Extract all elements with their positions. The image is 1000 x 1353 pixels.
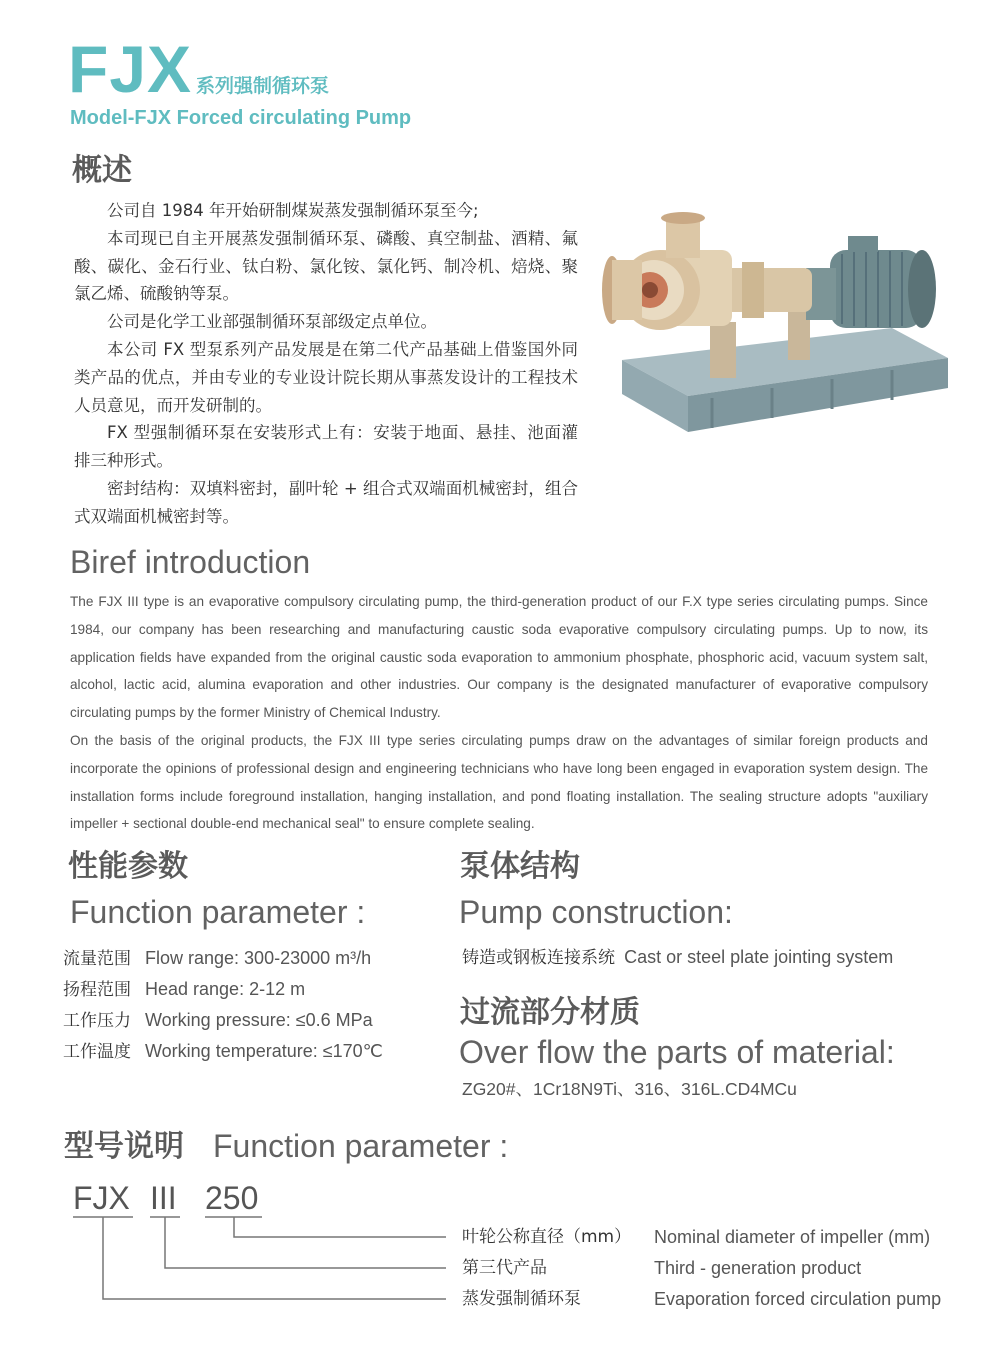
param-value-en: Working temperature: ≤170℃ xyxy=(145,1041,383,1061)
material-heading-cn: 过流部分材质 xyxy=(460,995,640,1030)
overview-paragraph: 本司现已自主开展蒸发强制循环泵、磷酸、真空制盐、酒精、氟酸、碳化、金石行业、钛白粉、氯化铵、氯化钙、制冷机、焙烧、聚氯乙烯、硫酸钠等泵。 xyxy=(74,228,578,304)
intro-paragraph: The FJX III type is an evaporative compulsory circulating pump, the third-generation product of our F.X type series circulating pumps. Since 1984, our company has been researching and manufacturing caustic soda evaporative compulsory circulating pumps. Up to now, its application fields have expanded from the original caustic soda evaporation to ammonium phosphate, phosphoric acid, vacuum system salt, alcohol, lactic acid, alumina evaporation and other industries. Our company is the designated manufacturer of evaporative compulsory circulating pumps by the former Ministry of Chemical Industry. xyxy=(70,594,928,721)
intro-heading: Biref introduction xyxy=(70,544,311,580)
overview-paragraph: 本公司 FX 型泵系列产品发展是在第二代产品基础上借鉴国外同类产品的优点，并由专业的专业设计院长期从事蒸发设计的工程技术人员意见，而开发研制的。 xyxy=(74,339,578,415)
model-item-en: Third - generation product xyxy=(654,1258,862,1278)
param-label-cn: 流量范围 xyxy=(63,949,131,969)
param-label-cn: 工作温度 xyxy=(63,1042,131,1062)
model-code-generation: III xyxy=(150,1180,177,1216)
overview-paragraph: 公司是化学工业部强制循环泵部级定点单位。 xyxy=(107,312,437,332)
model-heading-en: Function parameter : xyxy=(213,1128,509,1164)
performance-heading-cn: 性能参数 xyxy=(68,849,188,884)
construction-text-cn: 铸造或钢板连接系统 xyxy=(462,948,615,968)
performance-heading-en: Function parameter : xyxy=(70,894,366,930)
model-item-en: Nominal diameter of impeller (mm) xyxy=(654,1227,931,1247)
material-value: ZG20#、1Cr18N9Ti、316、316L.CD4MCu xyxy=(462,1079,797,1099)
param-label-cn: 工作压力 xyxy=(63,1011,131,1031)
param-value-en: Head range: 2-12 m xyxy=(145,979,306,999)
overview-paragraph: FX 型强制循环泵在安装形式上有：安装于地面、悬挂、池面灌排三种形式。 xyxy=(74,423,578,471)
model-title-en: Model-FJX Forced circulating Pump xyxy=(70,107,412,129)
model-code-diameter: 250 xyxy=(205,1180,259,1216)
param-value-en: Flow range: 300-23000 m³/h xyxy=(145,948,372,968)
overview-paragraph: 密封结构：双填料密封，副叶轮 + 组合式双端面机械密封，组合式双端面机械密封等。 xyxy=(74,478,578,526)
param-label-cn: 扬程范围 xyxy=(63,980,131,1000)
material-heading-en: Over flow the parts of material: xyxy=(459,1034,895,1070)
construction-text-en: Cast or steel plate jointing system xyxy=(624,947,894,967)
logo-fjx: FJX xyxy=(68,32,193,106)
construction-heading-cn: 泵体结构 xyxy=(460,849,580,884)
model-item-en: Evaporation forced circulation pump xyxy=(654,1289,942,1309)
model-item-cn: 第三代产品 xyxy=(462,1258,547,1278)
overview-paragraph: 公司自 1984 年开始研制煤炭蒸发强制循环泵至今; xyxy=(107,201,479,220)
construction-heading-en: Pump construction: xyxy=(459,894,733,930)
model-item-cn: 叶轮公称直径（mm） xyxy=(462,1227,632,1247)
model-code-fjx: FJX xyxy=(73,1180,130,1216)
model-item-cn: 蒸发强制循环泵 xyxy=(462,1289,581,1309)
series-title-cn: 系列强制循环泵 xyxy=(196,75,330,97)
param-value-en: Working pressure: ≤0.6 MPa xyxy=(145,1010,373,1030)
intro-paragraph: On the basis of the original products, the FJX III type series circulating pumps draw on the advantages of similar foreign products and incorporate the opinions of professional design and engineering technicians who have long been engaged in evaporation system design. The installation forms include foreground installation, hanging installation, and pond floating installation. The sealing structure adopts "auxiliary impeller + sectional double-end mechanical seal" to ensure complete sealing. xyxy=(70,732,928,832)
model-heading-cn: 型号说明 xyxy=(64,1129,184,1164)
overview-heading: 概述 xyxy=(72,153,132,188)
